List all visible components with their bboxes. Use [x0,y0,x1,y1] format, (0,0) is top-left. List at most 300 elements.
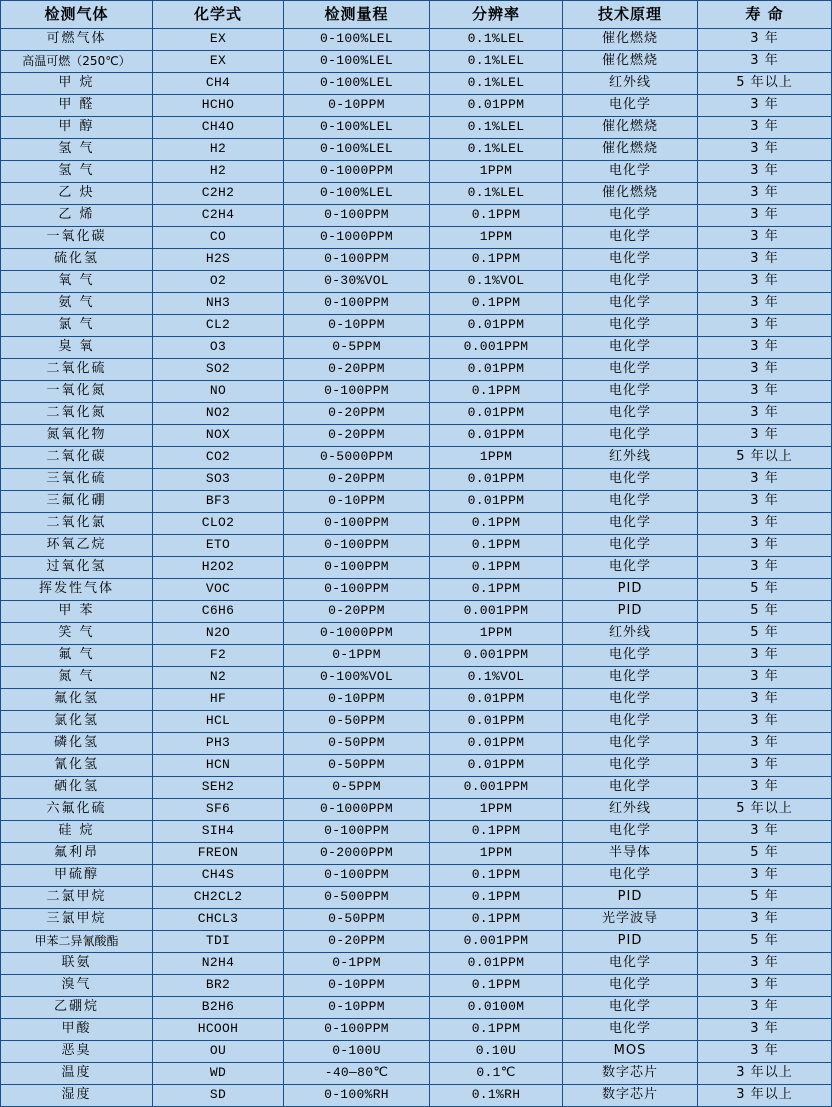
table-row [1,1019,832,1041]
cell-formula: SIH4 [153,821,284,843]
table-row [1,161,832,183]
cell-formula: TDI [153,931,284,953]
cell-gas: 笑 气 [1,623,153,645]
column-header-lifetime: 寿 命 [698,1,832,29]
cell-resolution: 0.1℃ [430,1063,563,1085]
cell-formula: FREON [153,843,284,865]
table-row [1,403,832,425]
cell-formula: HCHO [153,95,284,117]
cell-resolution: 0.1%LEL [430,51,563,73]
cell-resolution: 0.001PPM [430,645,563,667]
cell-resolution: 0.1PPM [430,249,563,271]
cell-resolution: 0.01PPM [430,733,563,755]
cell-formula: H2 [153,161,284,183]
cell-resolution: 0.1PPM [430,293,563,315]
cell-range: 0-100%VOL [284,667,430,689]
cell-range: 0-100PPM [284,865,430,887]
cell-resolution: 0.1PPM [430,579,563,601]
column-header-formula: 化学式 [153,1,284,29]
cell-principle: 电化学 [563,777,698,799]
cell-resolution: 0.10U [430,1041,563,1063]
table-row [1,843,832,865]
cell-principle: PID [563,931,698,953]
cell-lifetime: 3 年 [698,95,832,117]
cell-resolution: 1PPM [430,161,563,183]
cell-lifetime: 3 年 [698,205,832,227]
cell-lifetime: 3 年 [698,161,832,183]
table-row [1,623,832,645]
cell-range: 0-20PPM [284,601,430,623]
cell-gas: 挥发性气体 [1,579,153,601]
cell-lifetime: 3 年 [698,755,832,777]
table-row [1,139,832,161]
cell-range: 0-1PPM [284,953,430,975]
cell-principle: 催化燃烧 [563,29,698,51]
table-row [1,183,832,205]
table-row [1,821,832,843]
cell-lifetime: 5 年以上 [698,799,832,821]
cell-principle: 电化学 [563,689,698,711]
cell-range: 0-100U [284,1041,430,1063]
cell-principle: 电化学 [563,381,698,403]
cell-resolution: 0.1%VOL [430,271,563,293]
cell-range: 0-100PPM [284,821,430,843]
cell-range: 0-50PPM [284,711,430,733]
cell-lifetime: 3 年 [698,249,832,271]
cell-gas: 氟利昂 [1,843,153,865]
cell-resolution: 0.01PPM [430,403,563,425]
cell-principle: 光学波导 [563,909,698,931]
table-row [1,535,832,557]
cell-lifetime: 5 年 [698,887,832,909]
cell-gas: 氢 气 [1,139,153,161]
cell-principle: 半导体 [563,843,698,865]
cell-range: 0-5000PPM [284,447,430,469]
cell-lifetime: 3 年 [698,271,832,293]
table-row [1,249,832,271]
cell-resolution: 1PPM [430,447,563,469]
cell-principle: 电化学 [563,95,698,117]
cell-principle: 电化学 [563,293,698,315]
cell-range: 0-1000PPM [284,623,430,645]
cell-range: 0-5PPM [284,777,430,799]
cell-principle: 催化燃烧 [563,139,698,161]
cell-resolution: 0.1PPM [430,205,563,227]
cell-lifetime: 5 年 [698,579,832,601]
table-header-row [1,1,832,29]
table-row [1,975,832,997]
table-row [1,579,832,601]
table-row [1,755,832,777]
cell-gas: 磷化氢 [1,733,153,755]
cell-gas: 氟化氢 [1,689,153,711]
cell-lifetime: 3 年 [698,469,832,491]
cell-resolution: 0.1PPM [430,865,563,887]
cell-lifetime: 3 年 [698,183,832,205]
cell-range: 0-100%LEL [284,29,430,51]
cell-formula: CH2CL2 [153,887,284,909]
cell-gas: 六氟化硫 [1,799,153,821]
cell-principle: 催化燃烧 [563,51,698,73]
cell-principle: 电化学 [563,315,698,337]
cell-formula: NH3 [153,293,284,315]
cell-resolution: 1PPM [430,799,563,821]
cell-gas: 硒化氢 [1,777,153,799]
cell-resolution: 0.1PPM [430,887,563,909]
cell-resolution: 0.1%LEL [430,29,563,51]
table-row [1,777,832,799]
table-row [1,227,832,249]
cell-resolution: 0.0100M [430,997,563,1019]
cell-resolution: 0.1%LEL [430,117,563,139]
cell-principle: PID [563,579,698,601]
cell-range: 0-100PPM [284,535,430,557]
cell-range: 0-30%VOL [284,271,430,293]
cell-lifetime: 3 年 [698,139,832,161]
cell-gas: 氧 气 [1,271,153,293]
cell-lifetime: 3 年 [698,557,832,579]
cell-formula: BF3 [153,491,284,513]
cell-formula: ETO [153,535,284,557]
cell-lifetime: 3 年 [698,359,832,381]
table-row [1,667,832,689]
cell-resolution: 0.1%LEL [430,183,563,205]
cell-range: 0-100%LEL [284,139,430,161]
table-row [1,799,832,821]
cell-resolution: 0.1PPM [430,513,563,535]
table-header [1,1,832,29]
cell-range: 0-1PPM [284,645,430,667]
cell-gas: 二氧化碳 [1,447,153,469]
cell-principle: 红外线 [563,623,698,645]
cell-principle: 电化学 [563,711,698,733]
cell-gas: 二氧化硫 [1,359,153,381]
cell-range: 0-5PPM [284,337,430,359]
cell-principle: MOS [563,1041,698,1063]
cell-gas: 三氧化硫 [1,469,153,491]
cell-principle: 红外线 [563,799,698,821]
cell-lifetime: 5 年 [698,931,832,953]
cell-formula: CH4S [153,865,284,887]
cell-gas: 甲 醛 [1,95,153,117]
cell-resolution: 0.1PPM [430,975,563,997]
cell-lifetime: 3 年 [698,733,832,755]
table-row [1,29,832,51]
cell-principle: 电化学 [563,337,698,359]
cell-range: 0-10PPM [284,997,430,1019]
table-row [1,909,832,931]
cell-lifetime: 3 年 [698,711,832,733]
table-row [1,931,832,953]
table-row [1,73,832,95]
cell-range: 0-2000PPM [284,843,430,865]
cell-lifetime: 5 年以上 [698,73,832,95]
cell-gas: 溴气 [1,975,153,997]
table-row [1,1063,832,1085]
table-row [1,425,832,447]
cell-lifetime: 3 年 [698,117,832,139]
cell-gas: 可燃气体 [1,29,153,51]
cell-principle: 红外线 [563,447,698,469]
cell-lifetime: 3 年 [698,227,832,249]
cell-gas: 甲 醇 [1,117,153,139]
cell-gas: 高温可燃（250℃） [1,51,153,73]
cell-resolution: 0.01PPM [430,425,563,447]
column-header-resolution: 分辨率 [430,1,563,29]
cell-range: 0-50PPM [284,909,430,931]
cell-range: 0-20PPM [284,931,430,953]
cell-principle: 电化学 [563,557,698,579]
cell-principle: 电化学 [563,645,698,667]
cell-range: 0-100%LEL [284,51,430,73]
cell-formula: C2H4 [153,205,284,227]
cell-range: 0-100PPM [284,513,430,535]
cell-range: 0-20PPM [284,403,430,425]
cell-principle: 电化学 [563,161,698,183]
cell-range: 0-50PPM [284,733,430,755]
cell-range: 0-10PPM [284,491,430,513]
cell-formula: CL2 [153,315,284,337]
cell-lifetime: 3 年以上 [698,1085,832,1107]
cell-lifetime: 3 年 [698,381,832,403]
table-row [1,117,832,139]
cell-range: 0-10PPM [284,975,430,997]
cell-formula: O2 [153,271,284,293]
cell-range: 0-100PPM [284,205,430,227]
cell-gas: 恶臭 [1,1041,153,1063]
cell-lifetime: 3 年 [698,689,832,711]
cell-range: -40—80℃ [284,1063,430,1085]
cell-lifetime: 3 年 [698,337,832,359]
cell-range: 0-100%RH [284,1085,430,1107]
table-row [1,997,832,1019]
table-row [1,953,832,975]
cell-gas: 二氧化氯 [1,513,153,535]
cell-formula: NOX [153,425,284,447]
cell-gas: 硅 烷 [1,821,153,843]
cell-resolution: 0.01PPM [430,953,563,975]
cell-gas: 甲苯二异氰酸酯 [1,931,153,953]
cell-resolution: 0.1PPM [430,557,563,579]
cell-lifetime: 3 年 [698,29,832,51]
cell-lifetime: 3 年 [698,535,832,557]
cell-principle: 电化学 [563,865,698,887]
cell-principle: 电化学 [563,205,698,227]
cell-range: 0-10PPM [284,315,430,337]
cell-resolution: 0.01PPM [430,711,563,733]
cell-range: 0-100PPM [284,249,430,271]
cell-lifetime: 3 年 [698,777,832,799]
cell-resolution: 0.01PPM [430,359,563,381]
cell-lifetime: 3 年 [698,909,832,931]
cell-range: 0-100%LEL [284,73,430,95]
cell-principle: 催化燃烧 [563,117,698,139]
cell-formula: HCN [153,755,284,777]
cell-principle: 电化学 [563,227,698,249]
cell-gas: 甲 烷 [1,73,153,95]
cell-resolution: 0.1%LEL [430,73,563,95]
cell-formula: N2 [153,667,284,689]
cell-range: 0-100%LEL [284,183,430,205]
table-row [1,513,832,535]
cell-gas: 湿度 [1,1085,153,1107]
cell-lifetime: 3 年 [698,1041,832,1063]
cell-lifetime: 3 年 [698,293,832,315]
table-row [1,293,832,315]
cell-formula: CH4O [153,117,284,139]
cell-principle: 电化学 [563,1019,698,1041]
cell-principle: 电化学 [563,359,698,381]
cell-resolution: 1PPM [430,843,563,865]
cell-lifetime: 5 年 [698,623,832,645]
cell-gas: 氯 气 [1,315,153,337]
cell-formula: C2H2 [153,183,284,205]
cell-gas: 二氧化氮 [1,403,153,425]
cell-resolution: 0.01PPM [430,469,563,491]
cell-gas: 甲 苯 [1,601,153,623]
cell-principle: 电化学 [563,755,698,777]
cell-principle: 电化学 [563,491,698,513]
cell-formula: WD [153,1063,284,1085]
cell-formula: H2 [153,139,284,161]
cell-resolution: 0.001PPM [430,931,563,953]
cell-formula: SO2 [153,359,284,381]
cell-range: 0-500PPM [284,887,430,909]
cell-formula: CH4 [153,73,284,95]
cell-formula: HF [153,689,284,711]
table-row [1,689,832,711]
cell-formula: NO [153,381,284,403]
cell-formula: B2H6 [153,997,284,1019]
cell-lifetime: 3 年 [698,491,832,513]
cell-gas: 乙 炔 [1,183,153,205]
cell-principle: 电化学 [563,733,698,755]
table-row [1,469,832,491]
table-row [1,359,832,381]
table-row [1,601,832,623]
cell-resolution: 0.001PPM [430,601,563,623]
cell-formula: PH3 [153,733,284,755]
cell-range: 0-100%LEL [284,117,430,139]
cell-range: 0-10PPM [284,689,430,711]
table-row [1,95,832,117]
cell-principle: 催化燃烧 [563,183,698,205]
cell-lifetime: 3 年 [698,403,832,425]
table-row [1,1085,832,1107]
cell-gas: 氟 气 [1,645,153,667]
cell-principle: 数字芯片 [563,1063,698,1085]
cell-lifetime: 5 年 [698,601,832,623]
cell-resolution: 0.1PPM [430,909,563,931]
cell-formula: H2S [153,249,284,271]
cell-lifetime: 3 年 [698,645,832,667]
cell-resolution: 1PPM [430,623,563,645]
cell-lifetime: 3 年 [698,1019,832,1041]
cell-formula: BR2 [153,975,284,997]
cell-gas: 氰化氢 [1,755,153,777]
cell-range: 0-100PPM [284,579,430,601]
cell-range: 0-1000PPM [284,161,430,183]
table-row [1,315,832,337]
cell-resolution: 0.01PPM [430,755,563,777]
cell-resolution: 0.01PPM [430,315,563,337]
cell-gas: 氮氧化物 [1,425,153,447]
cell-lifetime: 3 年 [698,997,832,1019]
cell-gas: 甲硫醇 [1,865,153,887]
cell-principle: 电化学 [563,513,698,535]
cell-formula: O3 [153,337,284,359]
cell-gas: 过氧化氢 [1,557,153,579]
cell-gas: 一氧化碳 [1,227,153,249]
column-header-gas: 检测气体 [1,1,153,29]
cell-lifetime: 3 年 [698,513,832,535]
table-row [1,447,832,469]
cell-gas: 硫化氢 [1,249,153,271]
cell-gas: 甲酸 [1,1019,153,1041]
table-row [1,887,832,909]
cell-resolution: 0.1%LEL [430,139,563,161]
cell-formula: NO2 [153,403,284,425]
cell-resolution: 0.1PPM [430,381,563,403]
cell-gas: 一氧化氮 [1,381,153,403]
cell-resolution: 0.1%RH [430,1085,563,1107]
table-body [1,29,832,1107]
table-row [1,645,832,667]
cell-range: 0-50PPM [284,755,430,777]
cell-gas: 氢 气 [1,161,153,183]
cell-lifetime: 3 年 [698,821,832,843]
cell-gas: 二氯甲烷 [1,887,153,909]
cell-principle: 电化学 [563,271,698,293]
cell-principle: 电化学 [563,953,698,975]
cell-formula: SF6 [153,799,284,821]
cell-gas: 氮 气 [1,667,153,689]
table-row [1,51,832,73]
cell-principle: 电化学 [563,997,698,1019]
cell-principle: PID [563,601,698,623]
cell-gas: 乙硼烷 [1,997,153,1019]
cell-resolution: 0.1PPM [430,1019,563,1041]
cell-principle: 电化学 [563,249,698,271]
table-row [1,733,832,755]
cell-resolution: 1PPM [430,227,563,249]
cell-resolution: 0.1PPM [430,535,563,557]
cell-formula: SO3 [153,469,284,491]
cell-gas: 环氧乙烷 [1,535,153,557]
cell-lifetime: 3 年 [698,865,832,887]
cell-principle: 电化学 [563,425,698,447]
cell-range: 0-20PPM [284,359,430,381]
cell-lifetime: 5 年 [698,843,832,865]
cell-range: 0-1000PPM [284,799,430,821]
table-row [1,205,832,227]
cell-formula: CHCL3 [153,909,284,931]
cell-formula: CLO2 [153,513,284,535]
table-row [1,271,832,293]
cell-lifetime: 3 年 [698,975,832,997]
cell-formula: N2O [153,623,284,645]
cell-resolution: 0.001PPM [430,337,563,359]
cell-gas: 三氯甲烷 [1,909,153,931]
cell-formula: EX [153,51,284,73]
cell-range: 0-20PPM [284,425,430,447]
cell-resolution: 0.01PPM [430,689,563,711]
cell-principle: 电化学 [563,535,698,557]
table-row [1,557,832,579]
cell-formula: C6H6 [153,601,284,623]
table-row [1,1041,832,1063]
cell-lifetime: 5 年以上 [698,447,832,469]
